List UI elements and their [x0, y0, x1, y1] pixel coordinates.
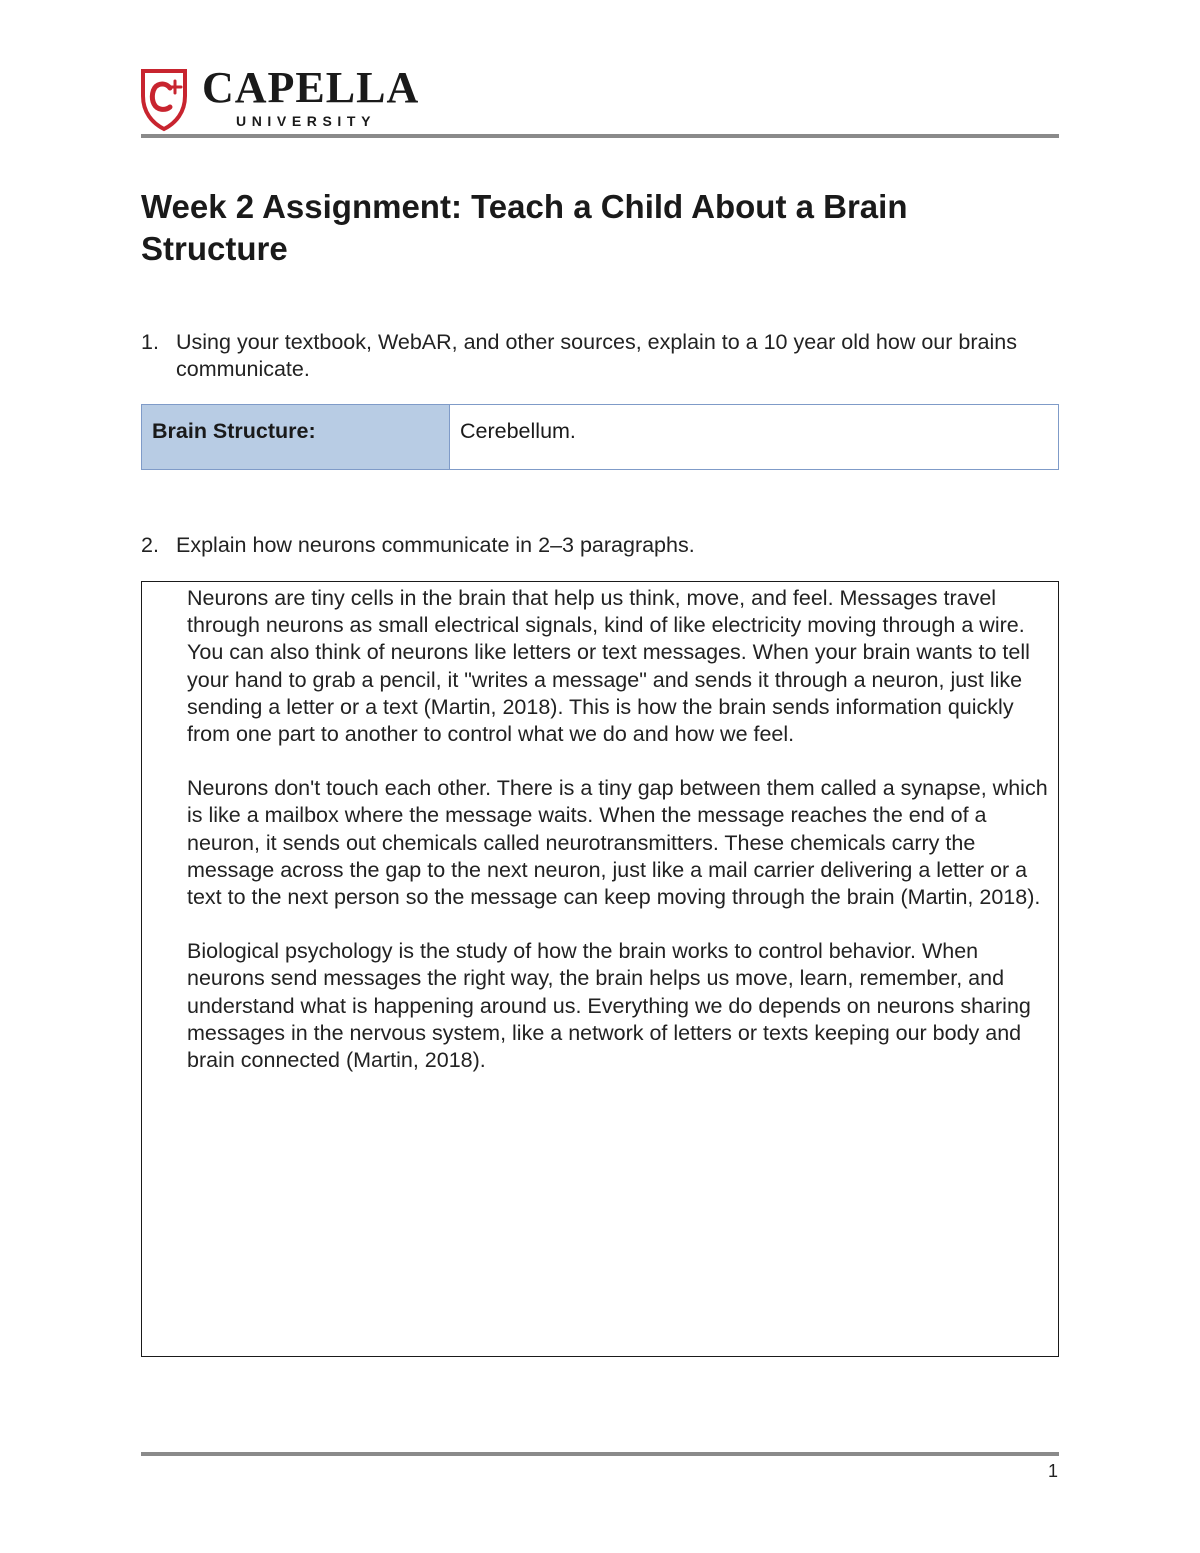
footer-divider [141, 1452, 1059, 1456]
brain-structure-value[interactable]: Cerebellum. [460, 419, 576, 443]
answer-paragraph-3: Biological psychology is the study of how the brain works to control behavior. When neurons send messages the right way, the brain helps us move, learn, remember, and understand what is happening around us. Everything we do depends on neurons sharing messages in the nervous system, like a network of letters or texts keeping our body and brain connected (Martin, 2018). [187, 939, 1031, 1073]
answer-paragraph-1: Neurons are tiny cells in the brain that help us think, move, and feel. Messages travel through neurons as small electrical signals, kind of like electricity moving through a wire. You can also think of neurons like letters or text messages. When your brain wants to tell your hand to grab a pencil, it "writes a message" and sends it through a neuron, just like sending a letter or a text (Martin, 2018). This is how the brain sends information quickly from one part to another to control what we do and how we feel. [187, 586, 1030, 747]
capella-shield-icon [140, 68, 188, 132]
answer-paragraph-2: Neurons don't touch each other. There is a tiny gap between them called a synapse, which is like a mailbox where the message waits. When the message reaches the end of a neuron, it sends out chemicals called neurotransmitters. These chemicals carry the message across the gap to the next neuron, just like a mail carrier delivering a letter or a text to the next person so the message can keep moving through the brain (Martin, 2018). [187, 776, 1048, 910]
question-1-number: 1. [141, 330, 159, 354]
question-2-number: 2. [141, 533, 159, 557]
question-2 [141, 532, 1059, 559]
brain-structure-table [141, 404, 1059, 470]
answer-box[interactable] [141, 581, 1059, 1357]
question-2-text: Explain how neurons communicate in 2–3 paragraphs. [176, 533, 695, 557]
logo-name: CAPELLA [202, 63, 420, 112]
logo-subtitle: UNIVERSITY [236, 113, 377, 129]
question-1 [141, 329, 1059, 383]
page-number: 1 [1047, 1461, 1058, 1481]
brain-structure-label: Brain Structure: [142, 405, 450, 469]
question-1-text: Using your textbook, WebAR, and other sources, explain to a 10 year old how our brains communicate. [176, 330, 1017, 381]
header-divider [141, 134, 1059, 138]
page-title: Week 2 Assignment: Teach a Child About a Brain Structure [141, 188, 908, 267]
